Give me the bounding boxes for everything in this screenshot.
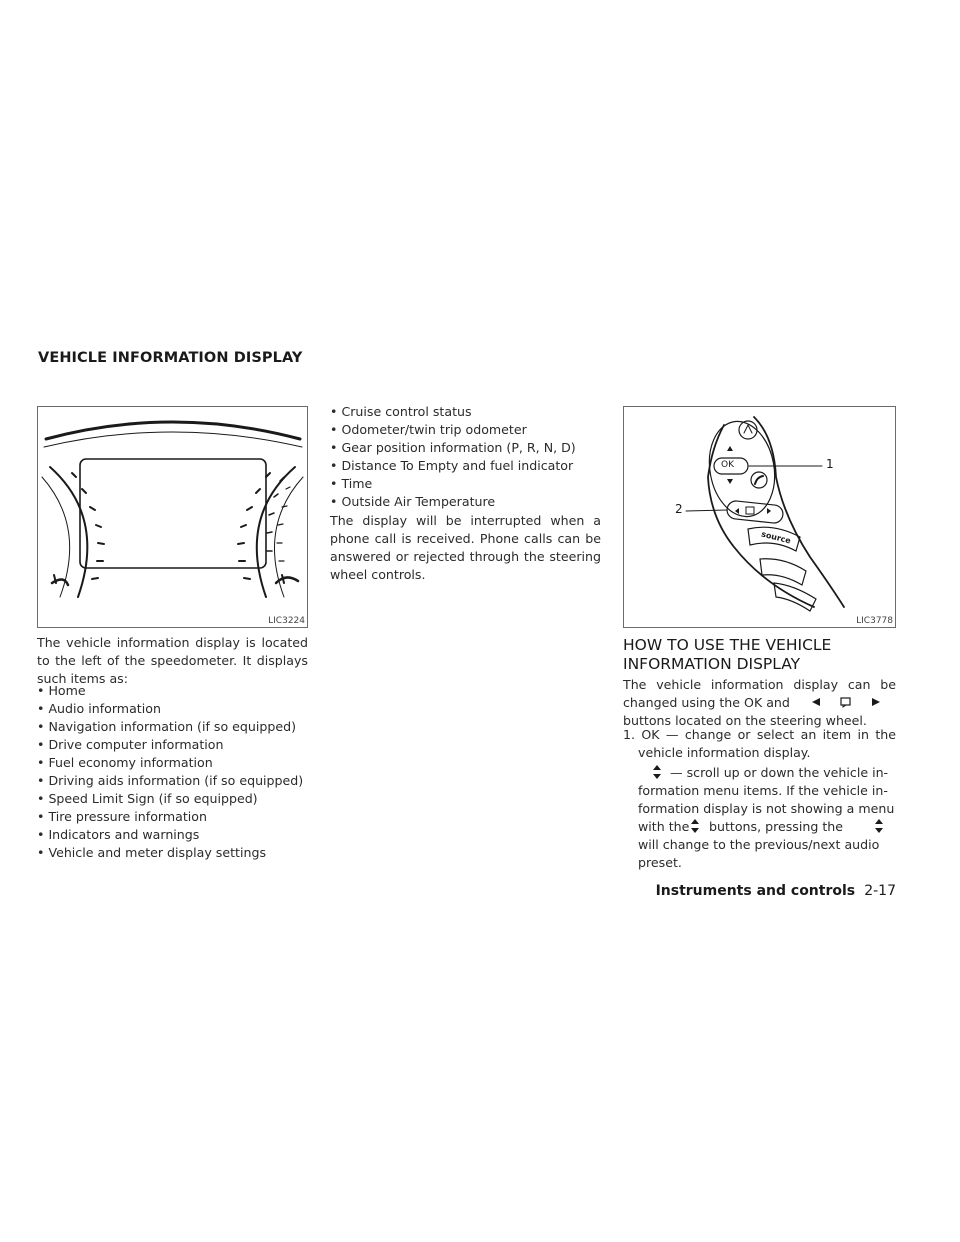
list-item: • Outside Air Temperature	[330, 493, 601, 511]
item2-line-d	[638, 818, 896, 836]
item2-line-d-post: buttons, pressing the	[709, 819, 844, 834]
section-title: VEHICLE INFORMATION DISPLAY	[38, 350, 303, 366]
col2-bullet-list	[330, 403, 601, 511]
list-item: • Drive computer information	[37, 736, 308, 754]
col3-para-line-b: buttons located on the steering wheel.	[623, 713, 867, 728]
cluster-illustration	[38, 407, 307, 617]
footer-page-number: 2-17	[864, 883, 896, 899]
steering-controls-illustration	[624, 407, 895, 619]
list-item: • Gear position information (P, R, N, D)	[330, 439, 601, 457]
col3-paragraph	[623, 676, 896, 730]
list-item: • Odometer/twin trip odometer	[330, 421, 601, 439]
scroll-up-down-icon	[875, 819, 883, 833]
arrow-right-icon	[871, 697, 881, 707]
numbered-item-2	[638, 764, 896, 872]
source-button-label: source	[760, 529, 792, 546]
steering-controls-figure	[623, 406, 896, 628]
col1-bullet-list	[37, 682, 308, 862]
item2-line-f: preset.	[638, 855, 682, 870]
callout-1: 1	[826, 457, 834, 471]
list-item: • Tire pressure information	[37, 808, 308, 826]
page-footer	[600, 880, 896, 899]
callout-2: 2	[675, 502, 683, 516]
scroll-up-down-icon	[691, 819, 699, 833]
arrow-left-icon	[811, 697, 821, 707]
col2-paragraph: The display will be interrupted when a phone call is received. Phone calls can be answered or rejected through the steering wheel controls.	[330, 513, 601, 582]
list-item: • Cruise control status	[330, 403, 601, 421]
list-item: • Driving aids information (if so equipped)	[37, 772, 308, 790]
list-item: • Vehicle and meter display settings	[37, 844, 308, 862]
footer-chapter-title: Instruments and controls	[655, 883, 856, 899]
list-item: • Time	[330, 475, 601, 493]
list-item: • Speed Limit Sign (if so equipped)	[37, 790, 308, 808]
list-item: • Distance To Empty and fuel indicator	[330, 457, 601, 475]
list-item: • Navigation information (if so equipped)	[37, 718, 308, 736]
col3-para-line-a	[623, 676, 896, 712]
cluster-figure	[37, 406, 308, 628]
col3-para-text-a: The vehicle information display can be changed using the OK and	[623, 677, 896, 710]
col1-intro: The vehicle information display is located to the left of the speedometer. It displays such items as:	[37, 635, 308, 686]
item2-line-e: will change to the previous/next audio	[638, 837, 880, 852]
numbered-item-1: 1. OK — change or select an item in the vehicle information display.	[623, 727, 896, 760]
figure-label-left: LIC3224	[268, 616, 305, 626]
figure-label-right: LIC3778	[856, 616, 893, 626]
list-item: • Fuel economy information	[37, 754, 308, 772]
menu-button-icon	[840, 696, 852, 708]
scroll-up-down-icon	[653, 765, 661, 779]
list-item: • Indicators and warnings	[37, 826, 308, 844]
how-to-use-heading	[623, 636, 903, 674]
item2-line-b: formation menu items. If the vehicle in-	[638, 783, 888, 798]
list-item: • Home	[37, 682, 308, 700]
heading-line-2: INFORMATION DISPLAY	[623, 655, 801, 673]
item2-line-d-pre: with the	[638, 819, 690, 834]
list-item: • Audio information	[37, 700, 308, 718]
item2-line-c: formation display is not showing a menu	[638, 801, 895, 816]
item2-line-a: — scroll up or down the vehicle in-	[670, 765, 889, 780]
ok-button-label: OK	[721, 460, 734, 470]
heading-line-1: HOW TO USE THE VEHICLE	[623, 636, 832, 654]
